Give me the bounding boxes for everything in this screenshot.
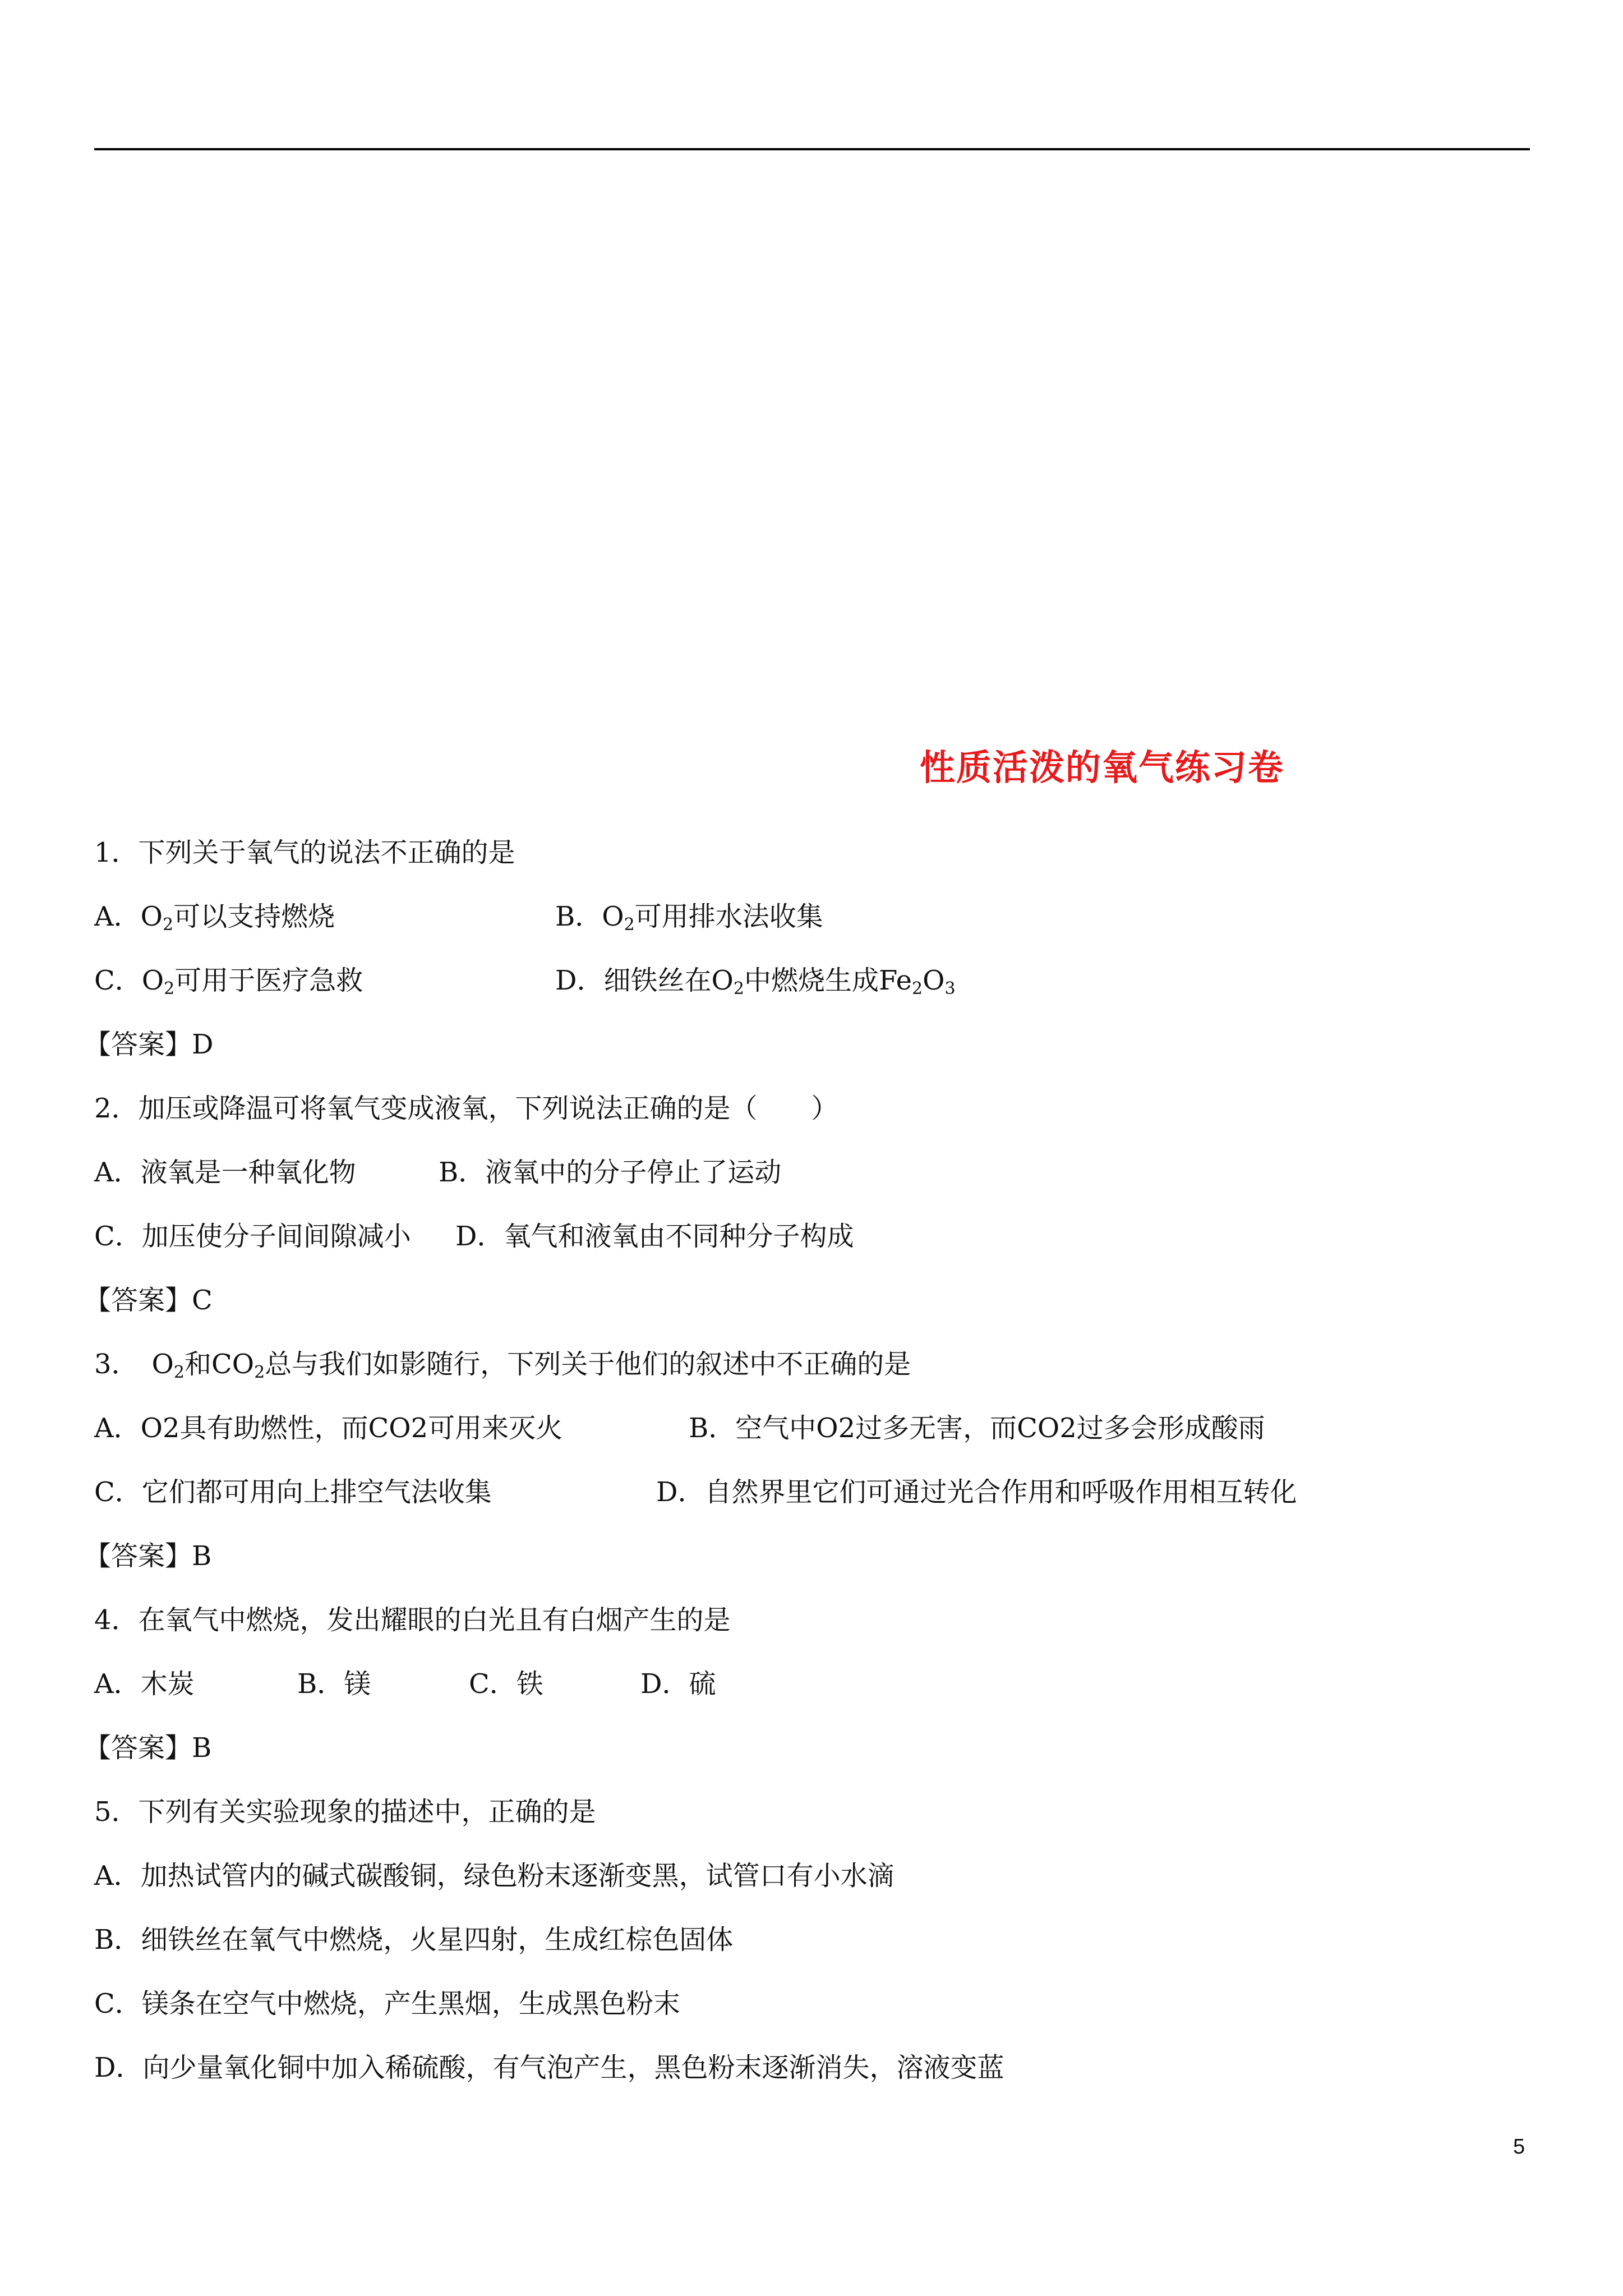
question-4-option-b: B．镁 [297, 1668, 371, 1700]
question-3-stem: 3． $O_2$和$CO_2$总与我们如影随行，下列关于他们的叙述中不正确的是 [94, 1349, 911, 1382]
question-5-stem: 5．下列有关实验现象的描述中，正确的是 [94, 1796, 596, 1828]
question-5-option-b: B．细铁丝在氧气中燃烧，火星四射，生成红棕色固体 [94, 1924, 734, 1955]
question-1-stem: 1．下列关于氧气的说法不正确的是 [94, 837, 515, 868]
question-4-option-c: C．铁 [469, 1668, 543, 1700]
question-1-option-c: C．$O_2$可用于医疗急救 [94, 965, 363, 999]
question-5-option-d: D．向少量氧化铜中加入稀硫酸，有气泡产生，黑色粉末逐渐消失，溶液变蓝 [94, 2052, 1004, 2083]
question-3-answer: 【答案】B [84, 1540, 212, 1572]
question-1-answer: 【答案】D [84, 1029, 214, 1060]
question-1-option-a: A．$O_2$可以支持燃烧 [94, 901, 335, 935]
question-4-answer: 【答案】B [84, 1732, 212, 1764]
question-2-option-c: C．加压使分子间间隙减小 [94, 1221, 411, 1252]
question-2-option-d: D．氧气和液氧由不同种分子构成 [455, 1221, 854, 1252]
question-3-option-b: B．空气中O2过多无害，而CO2过多会形成酸雨 [689, 1412, 1265, 1444]
question-4-stem: 4．在氧气中燃烧，发出耀眼的白光且有白烟产生的是 [94, 1604, 731, 1636]
question-3-option-c: C．它们都可用向上排空气法收集 [94, 1476, 492, 1508]
question-2-stem: 2．加压或降温可将氧气变成液氧，下列说法正确的是（ ） [94, 1093, 838, 1124]
question-2-answer: 【答案】C [84, 1285, 213, 1316]
page-title: 性质活泼的氧气练习卷 [920, 747, 1284, 788]
header-rule [94, 148, 1530, 150]
question-4-option-d: D．硫 [640, 1668, 716, 1700]
question-3-option-a: A．O2具有助燃性，而CO2可用来灭火 [94, 1412, 563, 1444]
question-5-option-c: C．镁条在空气中燃烧，产生黑烟，生成黑色粉末 [94, 1988, 680, 2019]
question-2-option-a: A．液氧是一种氧化物 [94, 1157, 356, 1188]
question-3-option-d: D．自然界里它们可通过光合作用和呼吸作用相互转化 [656, 1476, 1297, 1508]
question-1-option-b: B．$O_2$可用排水法收集 [555, 901, 823, 935]
question-1-option-d: D．细铁丝在$O_2$中燃烧生成$Fe_2O_3$ [555, 965, 956, 999]
page-number: 5 [1513, 2135, 1525, 2159]
question-2-option-b: B．液氧中的分子停止了运动 [439, 1157, 782, 1188]
question-5-option-a: A．加热试管内的碱式碳酸铜，绿色粉末逐渐变黑，试管口有小水滴 [94, 1860, 895, 1892]
question-4-option-a: A．木炭 [94, 1668, 195, 1700]
